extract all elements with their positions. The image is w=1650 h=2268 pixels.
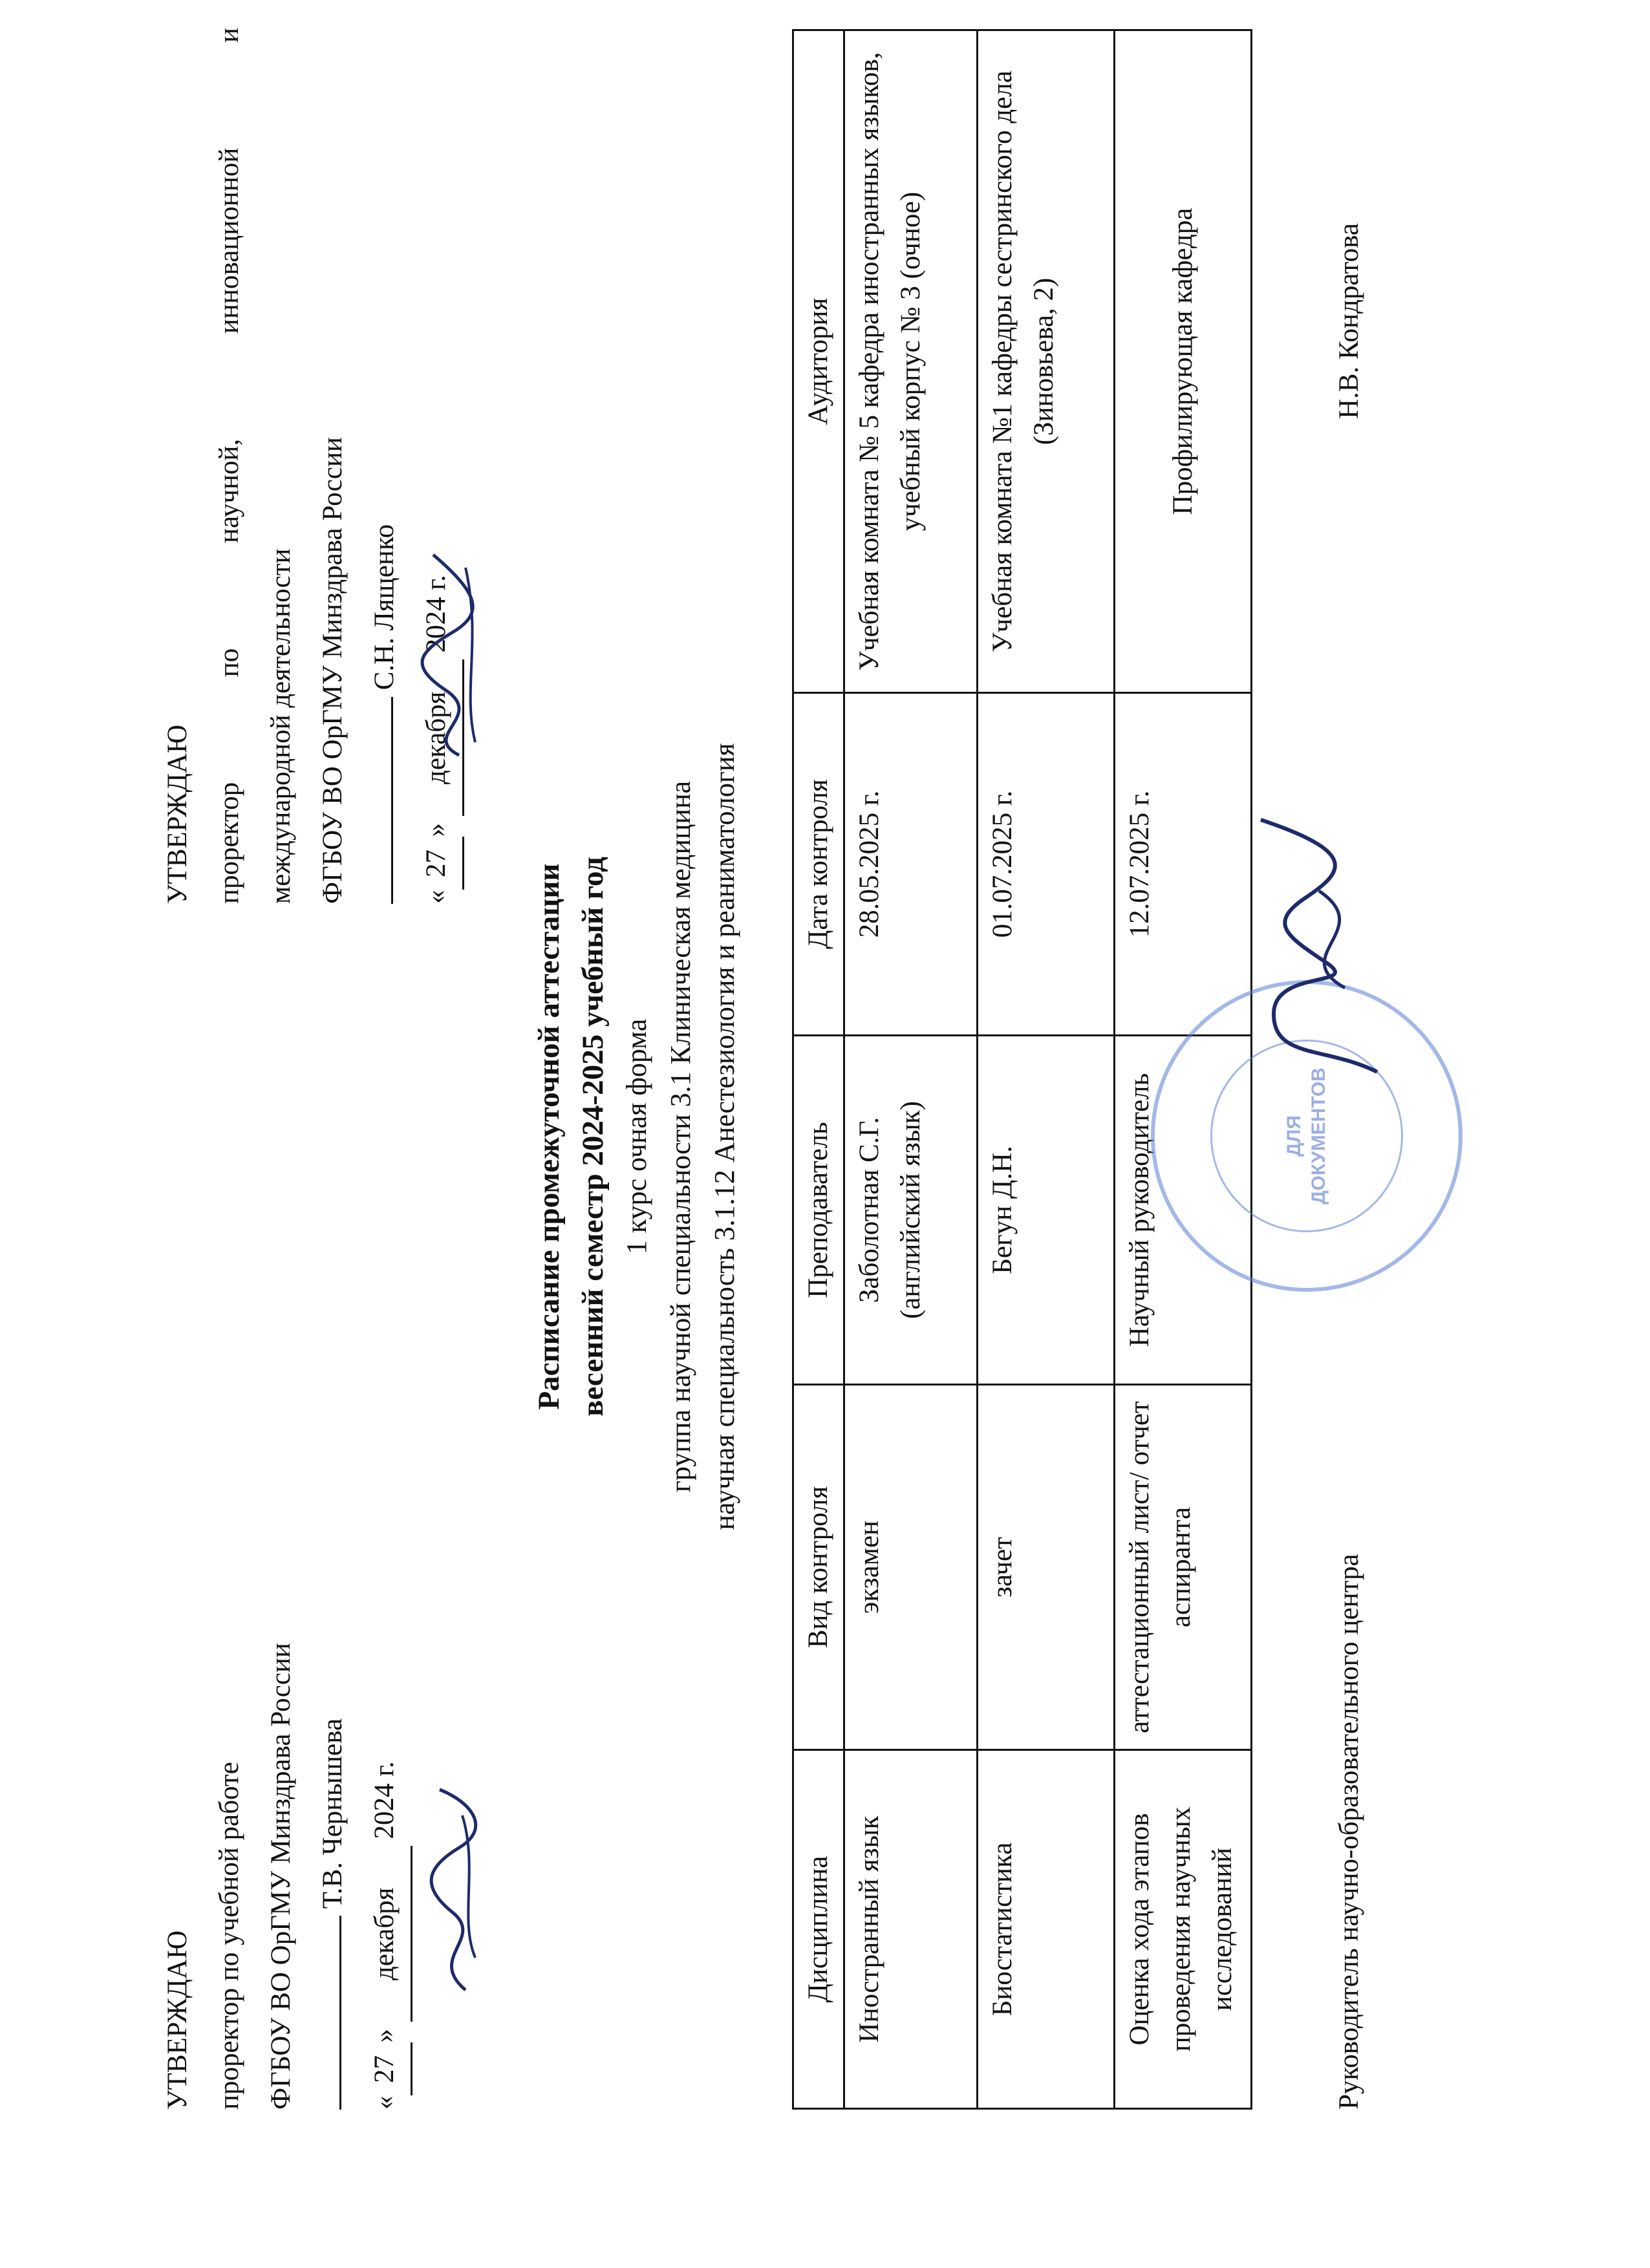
approval-month: декабря — [359, 1846, 412, 2022]
title-line-1: Расписание промежуточной аттестации — [532, 863, 566, 1410]
seal-center-text: ДЛЯ — [1283, 1115, 1305, 1157]
position-word: по — [214, 648, 244, 678]
cell-teacher: Заболотная С.Г. (английский язык) — [844, 1036, 978, 1385]
table-row — [978, 30, 1115, 2109]
table-header-row — [793, 30, 844, 2109]
cell-discipline: Биостатистика — [978, 1750, 1115, 2109]
approval-block-left — [152, 1528, 412, 2110]
seal-center-text: ДОКУМЕНТОВ — [1307, 1067, 1329, 1204]
approval-heading: УТВЕРЖДАЮ — [162, 724, 193, 904]
approver-position-cont: международной деятельности — [266, 548, 296, 904]
position-word: инновационной — [214, 147, 244, 334]
signature-left-icon — [414, 1783, 491, 1996]
approval-heading: УТВЕРЖДАЮ — [162, 1930, 193, 2110]
title-line-2: весенний семестр 2024-2025 учебный год — [576, 857, 610, 1417]
approval-month: декабря — [411, 659, 464, 816]
cell-control: зачет — [978, 1385, 1115, 1750]
cell-date: 12.07.2025 г. — [1115, 693, 1252, 1036]
column-header: Вид контроля — [793, 1385, 844, 1750]
column-header: Преподаватель — [793, 1036, 844, 1385]
column-header: Аудитория — [793, 30, 844, 693]
cell-room: Профилирующая кафедра — [1115, 30, 1252, 693]
cell-teacher: Бегун Д.Н. — [978, 1036, 1115, 1385]
column-header: Дисциплина — [793, 1750, 844, 2109]
approval-year: 2024 г. — [369, 1761, 400, 1839]
cell-date: 01.07.2025 г. — [978, 693, 1115, 1036]
signature-footer-icon — [1248, 813, 1403, 1085]
cell-discipline: Иностранный язык — [844, 1750, 978, 2109]
approval-date: «27» декабря 2024 г. — [359, 1528, 412, 2110]
document-title — [527, 619, 747, 1654]
position-word: проректор — [214, 782, 244, 904]
approver-organization: ФГБОУ ВО ОрГМУ Минздрава России — [317, 437, 348, 904]
approver-position — [204, 28, 255, 904]
title-line-4: группа научной специальности 3.1 Клиническая медицина — [665, 780, 696, 1493]
cell-discipline: Оценка хода этапов проведения научных исследований — [1115, 1750, 1252, 2109]
position-word: и — [214, 28, 244, 43]
footer-name: Н.В. Кондратова — [1334, 223, 1364, 419]
cell-control: аттестационный лист/ отчет аспиранта — [1115, 1385, 1252, 1750]
approver-name: Т.В. Чернышева — [317, 1718, 348, 1909]
approver-organization: ФГБОУ ВО ОрГМУ Минздрава России — [266, 1643, 296, 2110]
table-row — [844, 30, 978, 2109]
cell-teacher: Научный руководитель — [1115, 1036, 1252, 1385]
signature-blank — [391, 697, 393, 904]
approval-day: 27 — [411, 837, 464, 890]
approver-signature-line — [359, 28, 411, 904]
title-line-3: 1 курс очная форма — [621, 1018, 652, 1255]
approval-year: 2024 г. — [421, 575, 451, 653]
approval-date: «27» декабря 2024 г. — [411, 28, 464, 904]
footer-role: Руководитель научно-образовательного центра — [1334, 1554, 1364, 2110]
signature-blank — [339, 1916, 341, 2110]
approver-position: проректор по учебной работе — [214, 1762, 244, 2110]
cell-room: Учебная комната №1 кафедры сестринского дела (Зиновьева, 2) — [978, 30, 1115, 693]
cell-room: Учебная комната № 5 кафедра иностранных языков, учебный корпус № 3 (очное) — [844, 30, 978, 693]
signature-right-icon — [414, 548, 491, 762]
title-line-5: научная специальность 3.1.12 Анестезиология и реаниматология — [709, 743, 740, 1530]
position-word: научной, — [214, 438, 244, 544]
cell-date: 28.05.2025 г. — [844, 693, 978, 1036]
approver-name: С.Н. Лященко — [369, 524, 400, 690]
cell-control: экзамен — [844, 1385, 978, 1750]
approval-block-right — [152, 28, 464, 904]
column-header: Дата контроля — [793, 693, 844, 1036]
approver-signature-line — [307, 1528, 359, 2110]
approval-day: 27 — [359, 2043, 412, 2096]
